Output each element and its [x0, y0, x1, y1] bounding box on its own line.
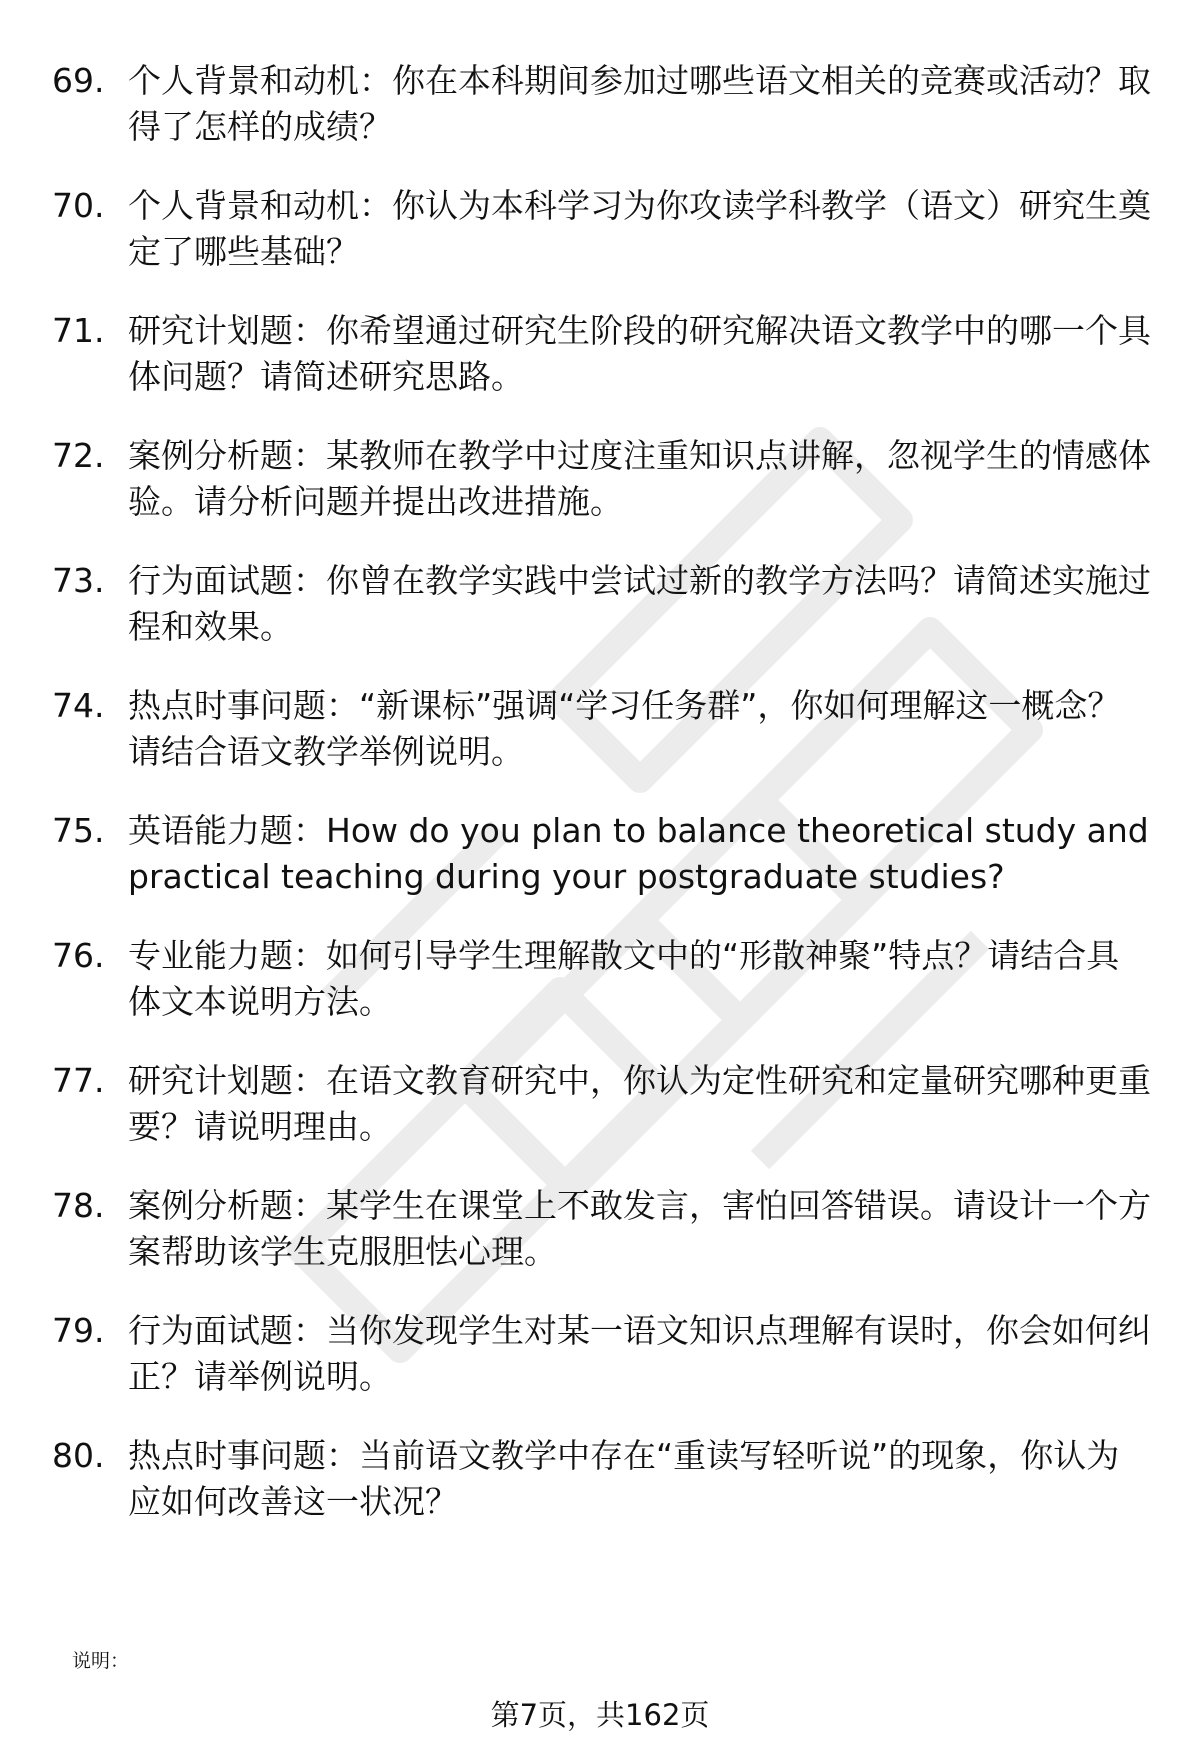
- question-number: 80.: [52, 1436, 105, 1475]
- question-number: 69.: [52, 61, 105, 100]
- question-item: [52, 933, 1152, 1025]
- note-label: 说明：: [72, 1650, 130, 1672]
- question-text: 英语能力题：How do you plan to balance theoretical study and practical teaching during your postgraduate studies?: [128, 811, 1149, 896]
- question-item: [52, 308, 1152, 400]
- question-text: 行为面试题：当你发现学生对某一语文知识点理解有误时，你会如何纠正？请举例说明。: [128, 1311, 1151, 1396]
- question-item: [52, 1183, 1152, 1275]
- question-text: 热点时事问题：“新课标”强调“学习任务群”，你如何理解这一概念？请结合语文教学举例说明。: [128, 686, 1121, 771]
- question-item: [52, 808, 1152, 900]
- question-text: 研究计划题：你希望通过研究生阶段的研究解决语文教学中的哪一个具体问题？请简述研究思路。: [128, 311, 1151, 396]
- question-number: 70.: [52, 186, 105, 225]
- question-text: 专业能力题：如何引导学生理解散文中的“形散神聚”特点？请结合具体文本说明方法。: [128, 936, 1120, 1021]
- question-text: 研究计划题：在语文教育研究中，你认为定性研究和定量研究哪种更重要？请说明理由。: [128, 1061, 1151, 1146]
- question-item: [52, 58, 1152, 150]
- question-item: [52, 1308, 1152, 1400]
- question-number: 77.: [52, 1061, 105, 1100]
- question-list: [52, 58, 1152, 1558]
- question-item: [52, 433, 1152, 525]
- question-number: 75.: [52, 811, 105, 850]
- question-text: 个人背景和动机：你在本科期间参加过哪些语文相关的竞赛或活动？取得了怎样的成绩？: [128, 61, 1151, 146]
- question-text: 行为面试题：你曾在教学实践中尝试过新的教学方法吗？请简述实施过程和效果。: [128, 561, 1151, 646]
- question-item: [52, 1433, 1152, 1525]
- question-text: 热点时事问题：当前语文教学中存在“重读写轻听说”的现象，你认为应如何改善这一状况？: [128, 1436, 1120, 1521]
- question-number: 73.: [52, 561, 105, 600]
- question-number: 78.: [52, 1186, 105, 1225]
- question-number: 71.: [52, 311, 105, 350]
- page-footer: 第7页，共162页: [490, 1698, 710, 1732]
- question-item: [52, 558, 1152, 650]
- question-item: [52, 1058, 1152, 1150]
- question-number: 72.: [52, 436, 105, 475]
- question-number: 79.: [52, 1311, 105, 1350]
- question-text: 案例分析题：某教师在教学中过度注重知识点讲解，忽视学生的情感体验。请分析问题并提出改进措施。: [128, 436, 1151, 521]
- question-text: 个人背景和动机：你认为本科学习为你攻读学科教学（语文）研究生奠定了哪些基础？: [128, 186, 1151, 271]
- question-item: [52, 183, 1152, 275]
- question-number: 76.: [52, 936, 105, 975]
- question-number: 74.: [52, 686, 105, 725]
- question-item: [52, 683, 1152, 775]
- question-text: 案例分析题：某学生在课堂上不敢发言，害怕回答错误。请设计一个方案帮助该学生克服胆怯心理。: [128, 1186, 1151, 1271]
